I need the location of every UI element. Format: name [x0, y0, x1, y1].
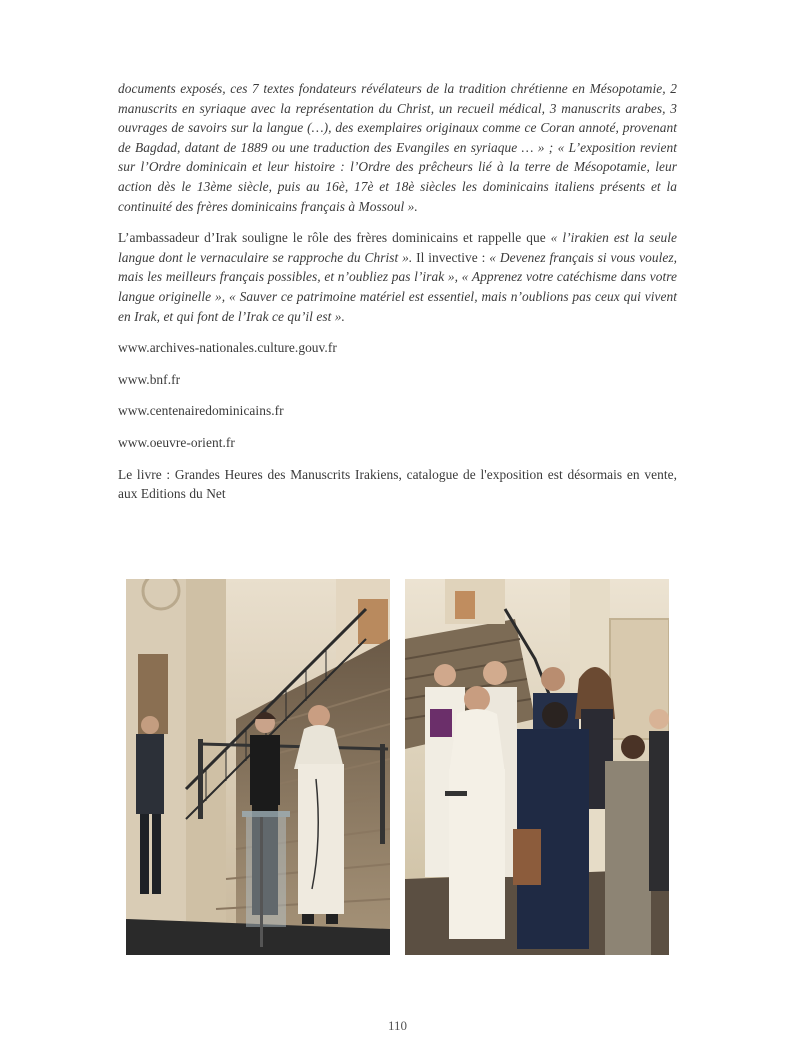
paragraph-book: Le livre : Grandes Heures des Manuscrits Irakiens, catalogue de l'exposition est désormais en vente, aux Editions du Net: [118, 466, 677, 502]
paragraph-ambassador: [118, 228, 677, 326]
paragraph-exhibition: documents exposés, ces 7 textes fondateurs révélateurs de la tradition chrétienne en Mésopotamie, 2 manuscrits en syriaque avec la représentation du Christ, un recueil médical, 3 manuscrits arabes, 3 ouvrages de savoirs sur la langue (…), des exemplaires originaux comme ce Coran annoté, provenant de Bagdad, datant de 1889 ou une traduction des Evangiles en syriaque … » ; « L’exposition revient sur l’Ordre dominicain et leur histoire : l’Ordre des prêcheurs lié à la terre de Mésopotamie, leur action dès le 13ème siècle, puis au 16è, 17è et 18è siècles les dominicains italiens présents et la continuité des frères dominicains français à Mossoul ».: [118, 81, 677, 214]
ambassador-quote-2: « Devenez français si vous voulez, mais les meilleurs français possibles, et n’oubliez pas l’irak », « Apprenez votre catéchisme dans votre langue originelle », « Sauver ce patrimoine matériel est essentiel, mais n’oublions pas ceux qui vivent en Irak, et qui font de l’Irak ce qu’il est ».: [118, 249, 677, 324]
photo-speaker-at-lectern: [126, 579, 390, 955]
ambassador-quote-1: « l’irakien est la seule langue dont le vernaculaire se rapproche du Christ ».: [118, 230, 677, 265]
page-body: [118, 79, 677, 516]
link-archives[interactable]: www.archives-nationales.culture.gouv.fr: [118, 340, 337, 356]
ambassador-invective: Il invective :: [416, 249, 486, 265]
link-centenaire[interactable]: www.centenairedominicains.fr: [118, 403, 284, 419]
link-oeuvre-orient[interactable]: www.oeuvre-orient.fr: [118, 434, 235, 450]
link-bnf[interactable]: www.bnf.fr: [118, 371, 181, 387]
photo-friars-greeting: [405, 579, 669, 955]
page-number: 110: [387, 1018, 408, 1033]
ambassador-intro: L’ambassadeur d’Irak souligne le rôle des frères dominicains et rappelle que: [118, 230, 546, 246]
